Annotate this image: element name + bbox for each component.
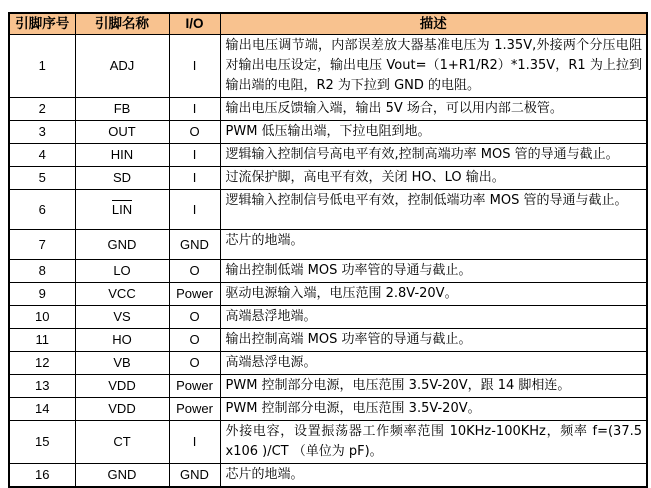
io-cell: O [169,306,220,329]
io-cell: O [169,352,220,375]
description-cell: 芯片的地端。 [220,230,647,260]
pin-name-cell: ADJ [75,35,169,98]
description-cell: 芯片的地端。 [220,464,647,488]
pin-name-cell: GND [75,464,169,488]
pin-number-cell: 7 [9,230,75,260]
pin-name-cell: CT [75,421,169,464]
pin-number-cell: 11 [9,329,75,352]
pin-number-cell: 16 [9,464,75,488]
io-cell: O [169,121,220,144]
pin-name-cell [75,190,169,230]
pin-number-cell: 2 [9,98,75,121]
table-row [9,167,647,190]
table-header-row [9,13,647,35]
table-row [9,283,647,306]
io-cell: I [169,190,220,230]
pin-number-cell: 12 [9,352,75,375]
pin-number-cell: 9 [9,283,75,306]
pin-name-cell: GND [75,230,169,260]
header-description: 描述 [220,13,647,35]
header-pin-name: 引脚名称 [75,13,169,35]
io-cell: I [169,421,220,464]
table-row [9,260,647,283]
pin-number-cell: 1 [9,35,75,98]
pin-number-cell: 8 [9,260,75,283]
pin-name-cell: SD [75,167,169,190]
pin-name-cell: VS [75,306,169,329]
io-cell: I [169,35,220,98]
pin-name-cell: VCC [75,283,169,306]
table-row [9,190,647,230]
table-row [9,329,647,352]
io-cell: O [169,260,220,283]
pin-name-cell: OUT [75,121,169,144]
io-cell: I [169,167,220,190]
description-cell: 外接电容，设置振荡器工作频率范围 10KHz-100KHz，频率 f=(37.5 x106 )/CT （单位为 pF)。 [220,421,647,464]
io-cell: I [169,144,220,167]
pin-name-cell: VDD [75,375,169,398]
description-cell: 逻辑输入控制信号高电平有效,控制高端功率 MOS 管的导通与截止。 [220,144,647,167]
description-cell: 驱动电源输入端，电压范围 2.8V-20V。 [220,283,647,306]
pin-number-cell: 4 [9,144,75,167]
header-io: I/O [169,13,220,35]
table-row [9,98,647,121]
pin-number-cell: 5 [9,167,75,190]
description-cell: 逻辑输入控制信号低电平有效，控制低端功率 MOS 管的导通与截止。 [220,190,647,230]
io-cell: I [169,98,220,121]
pin-number-cell: 15 [9,421,75,464]
description-cell: 高端悬浮电源。 [220,352,647,375]
table-row [9,144,647,167]
table-row [9,230,647,260]
table-row [9,121,647,144]
description-cell: 输出控制低端 MOS 功率管的导通与截止。 [220,260,647,283]
table-row [9,398,647,421]
description-cell: PWM 控制部分电源，电压范围 3.5V-20V，跟 14 脚相连。 [220,375,647,398]
pin-number-cell: 13 [9,375,75,398]
io-cell: O [169,329,220,352]
pin-number-cell: 10 [9,306,75,329]
description-cell: 过流保护脚，高电平有效，关闭 HO、LO 输出。 [220,167,647,190]
pin-name-cell: VDD [75,398,169,421]
table-row [9,306,647,329]
table-row [9,35,647,98]
table-row [9,421,647,464]
io-cell: GND [169,230,220,260]
pin-name-cell: VB [75,352,169,375]
pin-description-table [8,12,648,488]
description-cell: 输出控制高端 MOS 功率管的导通与截止。 [220,329,647,352]
io-cell: GND [169,464,220,488]
io-cell: Power [169,398,220,421]
description-cell: 输出电压反馈输入端，输出 5V 场合，可以用内部二极管。 [220,98,647,121]
table-row [9,375,647,398]
description-cell: 高端悬浮地端。 [220,306,647,329]
table-row [9,352,647,375]
table-row [9,464,647,488]
active-low-overline: LIN [111,201,133,217]
pin-name-cell: HIN [75,144,169,167]
pin-number-cell: 14 [9,398,75,421]
description-cell: PWM 低压输出端，下拉电阻到地。 [220,121,647,144]
pin-name-cell: FB [75,98,169,121]
pin-number-cell: 6 [9,190,75,230]
io-cell: Power [169,283,220,306]
header-pin-number: 引脚序号 [9,13,75,35]
pin-number-cell: 3 [9,121,75,144]
description-cell: PWM 控制部分电源，电压范围 3.5V-20V。 [220,398,647,421]
io-cell: Power [169,375,220,398]
pin-name-cell: LO [75,260,169,283]
pin-name-cell: HO [75,329,169,352]
description-cell: 输出电压调节端，内部误差放大器基准电压为 1.35V,外接两个分压电阻对输出电压设定，输出电压 Vout=（1+R1/R2）*1.35V，R1 为上拉到输出端的电阻，R2 为下拉到 GND 的电阻。 [220,35,647,98]
